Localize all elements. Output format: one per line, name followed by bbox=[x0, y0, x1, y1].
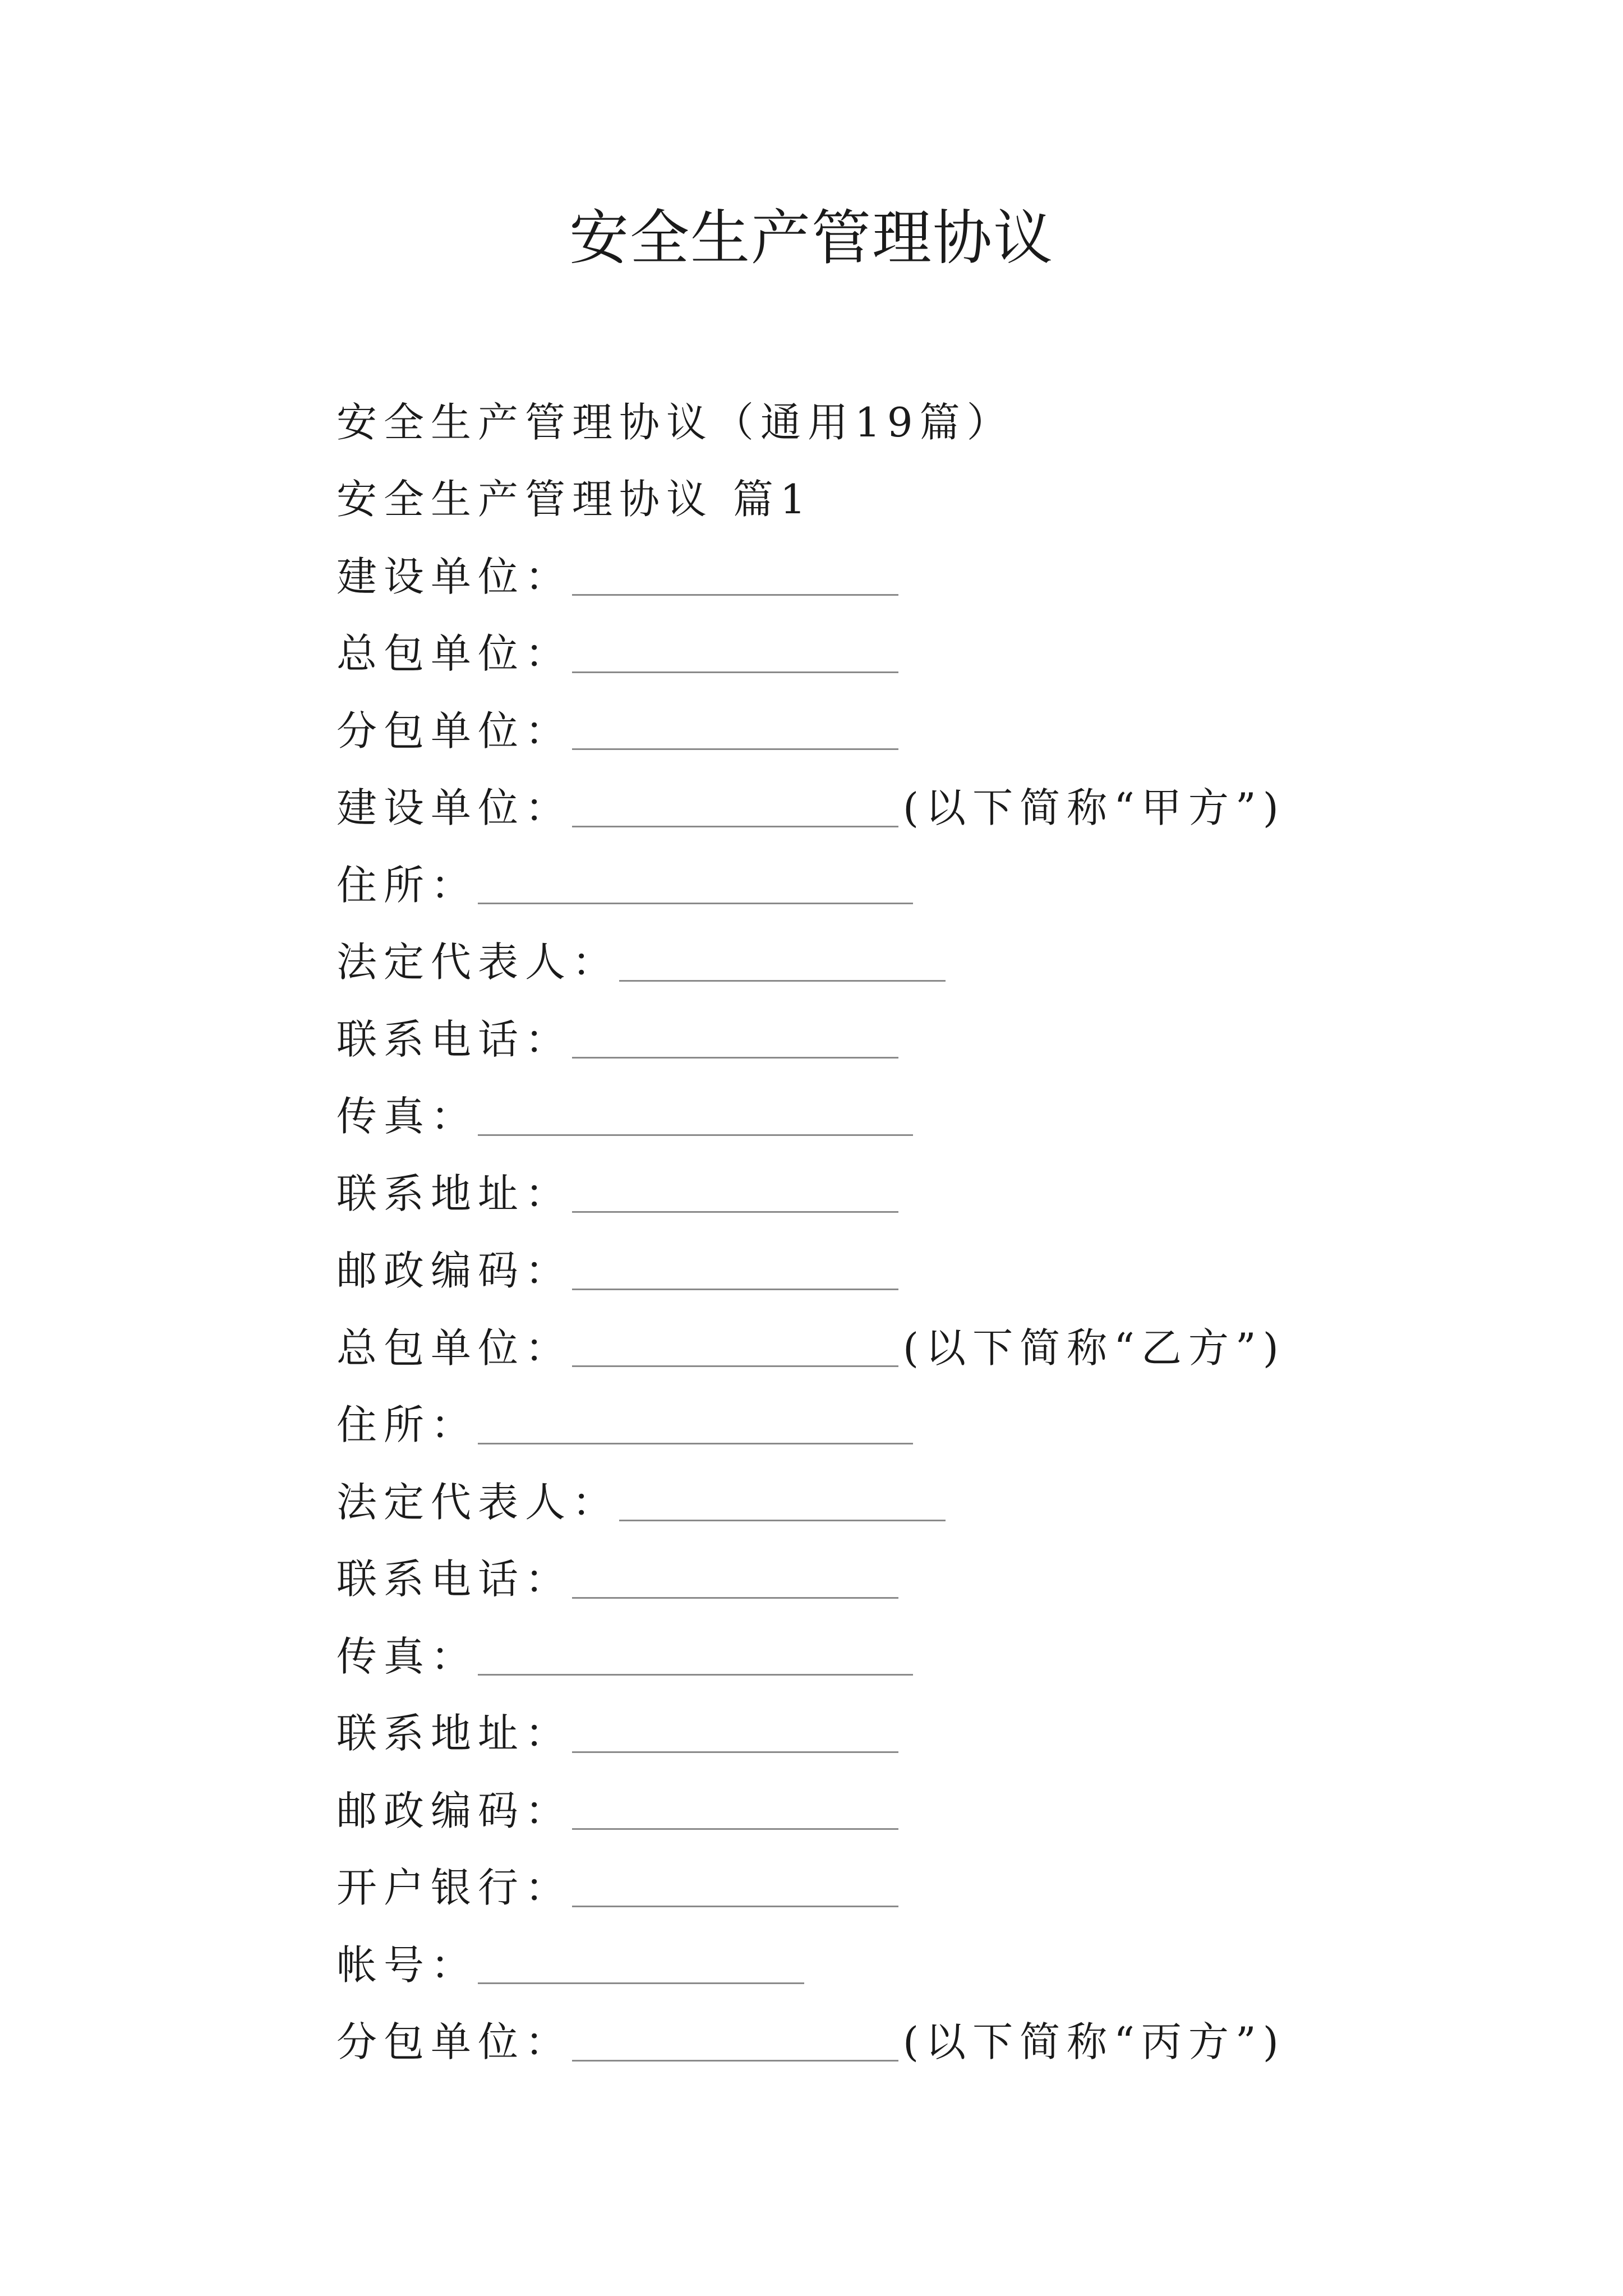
field-label: 开户银行： bbox=[336, 1864, 573, 1912]
form-field-line bbox=[336, 1538, 1458, 1615]
document-body bbox=[336, 380, 1458, 2077]
party-abbreviation-note: (以下简称“甲方”) bbox=[903, 784, 1285, 832]
fill-in-blank[interactable] bbox=[572, 638, 898, 673]
field-label: 总包单位： bbox=[336, 1324, 573, 1372]
page-title: 安全生产管理协议 bbox=[569, 204, 1054, 273]
form-field-line bbox=[336, 1692, 1458, 1769]
field-label: 邮政编码： bbox=[336, 1787, 573, 1834]
fill-in-blank[interactable] bbox=[572, 2026, 898, 2062]
field-label: 分包单位： bbox=[336, 2018, 573, 2066]
form-field-line bbox=[336, 1229, 1458, 1306]
form-field-line bbox=[336, 2000, 1458, 2078]
fill-in-blank[interactable] bbox=[572, 1023, 898, 1059]
field-label: 传真： bbox=[336, 1632, 478, 1680]
line-text: 安全生产管理协议（通用19篇） bbox=[336, 398, 1014, 446]
party-abbreviation-note: (以下简称“乙方”) bbox=[903, 1324, 1285, 1372]
field-label: 联系地址： bbox=[336, 1170, 573, 1217]
form-field-line bbox=[336, 766, 1458, 844]
fill-in-blank[interactable] bbox=[478, 1949, 804, 1984]
fill-in-blank[interactable] bbox=[572, 1255, 898, 1290]
field-label: 总包单位： bbox=[336, 630, 573, 678]
form-field-line bbox=[336, 1075, 1458, 1152]
fill-in-blank[interactable] bbox=[619, 946, 946, 982]
fill-in-blank[interactable] bbox=[572, 792, 898, 827]
form-field-line bbox=[336, 843, 1458, 921]
fill-in-blank[interactable] bbox=[572, 1177, 898, 1213]
fill-in-blank[interactable] bbox=[572, 1332, 898, 1367]
form-field-line bbox=[336, 1152, 1458, 1229]
section-heading bbox=[336, 458, 1458, 535]
fill-in-blank[interactable] bbox=[478, 1640, 913, 1676]
field-label: 住所： bbox=[336, 1401, 478, 1449]
field-label: 分包单位： bbox=[336, 707, 573, 754]
fill-in-blank[interactable] bbox=[478, 1409, 913, 1444]
field-label: 联系电话： bbox=[336, 1015, 573, 1063]
form-field-line bbox=[336, 689, 1458, 766]
fill-in-blank[interactable] bbox=[572, 1795, 898, 1830]
field-label: 住所： bbox=[336, 861, 478, 909]
fill-in-blank[interactable] bbox=[572, 1563, 898, 1599]
form-field-line bbox=[336, 612, 1458, 689]
fill-in-blank[interactable] bbox=[572, 1718, 898, 1753]
form-field-line bbox=[336, 1306, 1458, 1383]
field-label: 建设单位： bbox=[336, 784, 573, 832]
line-text: 安全生产管理协议 篇1 bbox=[336, 476, 813, 523]
form-field-line bbox=[336, 997, 1458, 1075]
field-label: 联系电话： bbox=[336, 1556, 573, 1603]
form-field-line bbox=[336, 1383, 1458, 1461]
form-field-line bbox=[336, 1460, 1458, 1538]
field-label: 帐号： bbox=[336, 1941, 478, 1989]
fill-in-blank[interactable] bbox=[572, 715, 898, 750]
fill-in-blank[interactable] bbox=[478, 1101, 913, 1136]
form-field-line bbox=[336, 921, 1458, 998]
form-field-line bbox=[336, 1769, 1458, 1846]
fill-in-blank[interactable] bbox=[572, 560, 898, 596]
fill-in-blank[interactable] bbox=[572, 1872, 898, 1907]
party-abbreviation-note: (以下简称“丙方”) bbox=[903, 2018, 1285, 2066]
form-field-line bbox=[336, 1614, 1458, 1692]
field-label: 联系地址： bbox=[336, 1710, 573, 1757]
fill-in-blank[interactable] bbox=[478, 869, 913, 904]
field-label: 建设单位： bbox=[336, 553, 573, 600]
field-label: 法定代表人： bbox=[336, 1478, 620, 1526]
form-field-line bbox=[336, 1923, 1458, 2000]
field-label: 邮政编码： bbox=[336, 1247, 573, 1295]
form-field-line bbox=[336, 535, 1458, 612]
form-field-line bbox=[336, 1846, 1458, 1924]
field-label: 传真： bbox=[336, 1093, 478, 1140]
fill-in-blank[interactable] bbox=[619, 1486, 946, 1521]
field-label: 法定代表人： bbox=[336, 938, 620, 986]
document-subtitle bbox=[336, 380, 1458, 458]
